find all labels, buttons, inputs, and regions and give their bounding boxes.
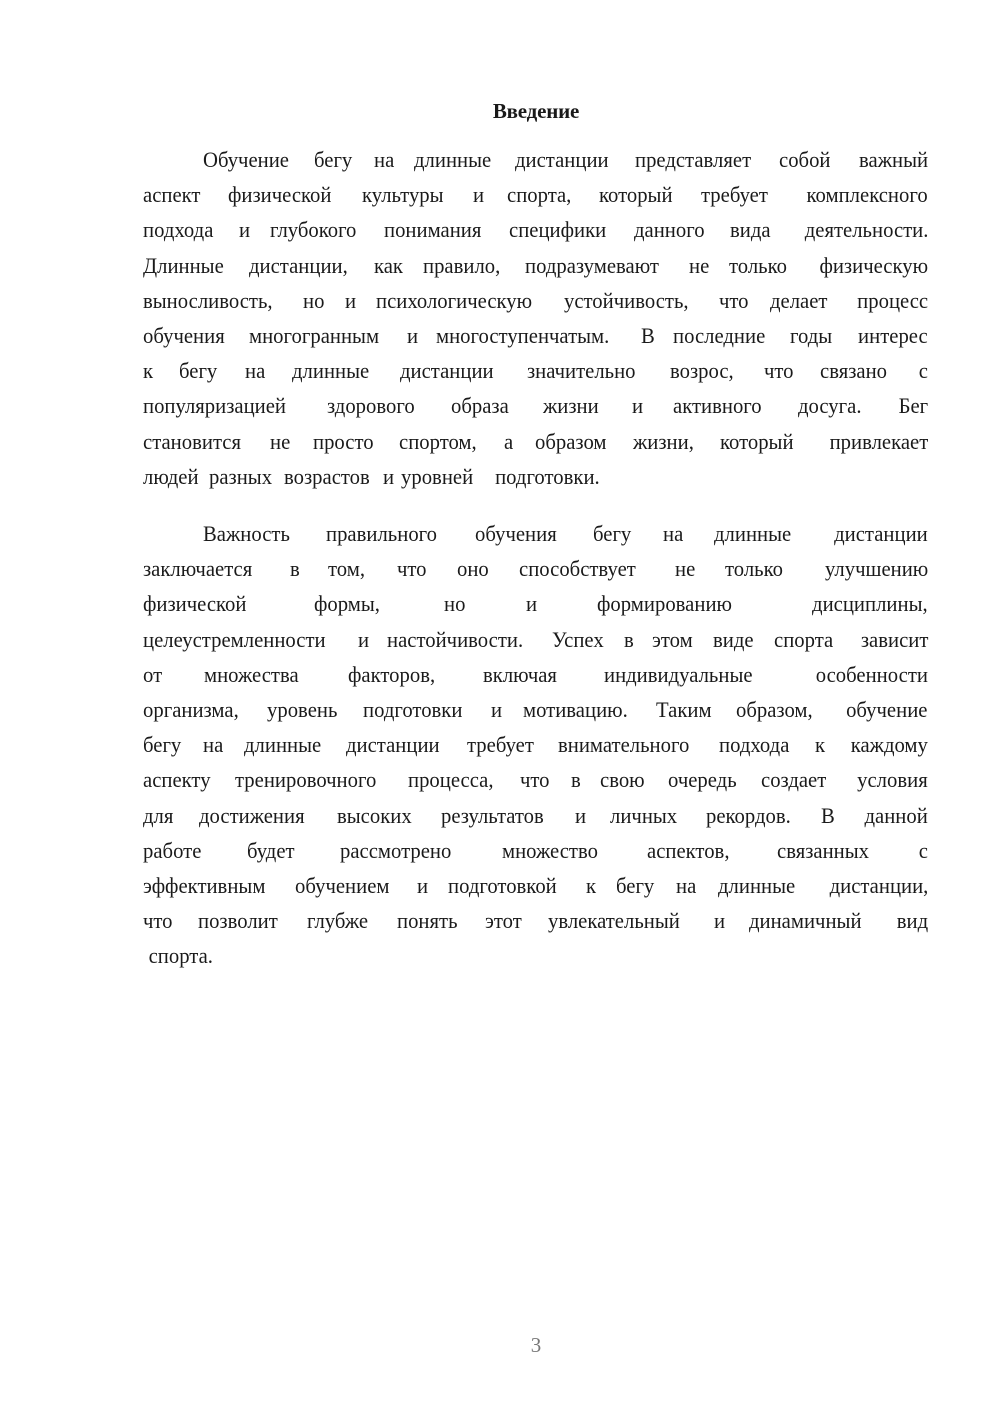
word: Бег — [898, 393, 928, 419]
word: на — [663, 521, 684, 546]
word: привлекает — [829, 428, 928, 454]
word: популяризацией — [143, 393, 287, 419]
page-number: 3 — [530, 1333, 542, 1357]
word: бегу — [314, 147, 353, 172]
word: бегу — [615, 872, 654, 898]
word: к — [585, 872, 596, 898]
word: множество — [501, 837, 598, 863]
word: комплексного — [806, 182, 928, 208]
word: данного — [633, 217, 705, 243]
word: формированию — [596, 591, 732, 617]
word: личных — [610, 802, 678, 828]
word: в — [289, 556, 300, 582]
word: что — [519, 767, 550, 793]
word: В — [821, 802, 836, 828]
word: обучения — [143, 322, 225, 348]
word: факторов, — [347, 661, 435, 687]
word: включая — [483, 661, 558, 687]
word: настойчивости. — [386, 626, 524, 652]
word: длинные — [413, 147, 491, 172]
word: требует — [701, 182, 769, 208]
word: что — [763, 358, 794, 384]
word: активного — [672, 393, 762, 419]
word: жизни — [542, 393, 599, 419]
word: понять — [396, 908, 458, 934]
word: многогранным — [248, 322, 379, 348]
word: и — [358, 626, 370, 652]
word: формы, — [314, 591, 381, 617]
word: бегу — [592, 521, 632, 546]
word: организма, — [143, 696, 239, 722]
word: от — [143, 661, 163, 687]
word: внимательного — [558, 732, 690, 758]
text-line — [143, 833, 928, 868]
word: к — [143, 358, 154, 384]
word: становится — [143, 428, 241, 454]
word: связано — [820, 358, 888, 384]
word: длинные — [713, 521, 791, 546]
word: будет — [247, 837, 295, 863]
word: и — [238, 217, 250, 243]
word: глубже — [307, 908, 369, 934]
word: спорта — [773, 626, 833, 652]
word: не — [674, 556, 695, 582]
word: важный — [858, 147, 928, 172]
word: образом, — [736, 696, 814, 722]
word: к — [814, 732, 825, 758]
word: просто — [312, 428, 374, 454]
word: данной — [864, 802, 928, 828]
word: деятельности. — [804, 217, 928, 243]
word: возрос, — [669, 358, 734, 384]
word: для — [143, 802, 174, 828]
word: но — [302, 287, 325, 313]
word: образа — [451, 393, 510, 419]
word: работе — [143, 837, 202, 863]
word: что — [143, 908, 173, 934]
word: Успех — [551, 626, 604, 652]
word: но — [444, 591, 466, 617]
text-line — [143, 459, 928, 494]
word: подхода — [719, 732, 790, 758]
word: спорта, — [507, 182, 572, 208]
word: и — [406, 322, 418, 348]
word: процесса, — [407, 767, 494, 793]
word: специфики — [508, 217, 607, 243]
word: и — [713, 908, 725, 934]
word: спорта. — [148, 943, 213, 969]
word: разных — [209, 463, 273, 489]
word: и — [575, 802, 587, 828]
word: дистанции — [515, 147, 610, 172]
word: вид — [896, 908, 928, 934]
word: дисциплины, — [812, 591, 928, 617]
word: связанных — [777, 837, 870, 863]
word: правило, — [423, 252, 501, 278]
word: увлекательный — [547, 908, 680, 934]
word: не — [270, 428, 291, 454]
word: уровней — [401, 463, 474, 489]
word: жизни, — [633, 428, 695, 454]
text-line — [143, 903, 928, 938]
word: Важность — [203, 521, 290, 546]
word: подготовки. — [494, 463, 600, 489]
word: тренировочного — [235, 767, 377, 793]
word: людей — [143, 463, 199, 489]
word: бегу — [143, 732, 182, 758]
word: и — [632, 393, 644, 419]
word: целеустремленности — [143, 626, 326, 652]
word: выносливость, — [143, 287, 273, 313]
text-line — [143, 142, 928, 177]
word: этом — [651, 626, 693, 652]
word: возрастов — [283, 463, 370, 489]
word: зависит — [860, 626, 928, 652]
word: Таким — [656, 696, 712, 722]
text-line — [143, 622, 928, 657]
word: дистанции, — [248, 252, 348, 278]
text-line — [143, 551, 928, 586]
word: правильного — [326, 521, 438, 546]
text-line — [143, 586, 928, 621]
word: спортом, — [399, 428, 477, 454]
text-line — [143, 657, 928, 692]
word: рекордов. — [706, 802, 791, 828]
word: не — [688, 252, 710, 278]
word: культуры — [362, 182, 444, 208]
word: аспект — [143, 182, 201, 208]
word: на — [203, 732, 224, 758]
text-line — [143, 516, 928, 551]
word: эффективным — [143, 872, 266, 898]
word: который — [599, 182, 673, 208]
word: условия — [857, 767, 928, 793]
text-line — [143, 424, 928, 459]
word: длинные — [291, 358, 369, 384]
word: психологическую — [375, 287, 532, 313]
word: дистанции — [346, 732, 440, 758]
text-line — [143, 692, 928, 727]
word: вида — [730, 217, 771, 243]
word: подхода — [143, 217, 214, 243]
word: на — [245, 358, 266, 384]
word: Длинные — [143, 252, 224, 278]
word: аспекту — [143, 767, 211, 793]
word: мотивацию. — [522, 696, 628, 722]
word: результатов — [440, 802, 544, 828]
word: требует — [466, 732, 534, 758]
word: рассмотрено — [339, 837, 452, 863]
text-line — [143, 762, 928, 797]
word: здорового — [327, 393, 415, 419]
word: что — [718, 287, 749, 313]
word: и — [344, 287, 356, 313]
word: длинные — [717, 872, 795, 898]
text-line — [143, 318, 928, 353]
word: образом — [534, 428, 607, 454]
word: высоких — [336, 802, 412, 828]
text-line — [143, 388, 928, 423]
word: длинные — [243, 732, 322, 758]
word: представляет — [634, 147, 752, 172]
text-line — [143, 938, 928, 973]
word: понимания — [383, 217, 482, 243]
word: способствует — [519, 556, 637, 582]
word: глубокого — [270, 217, 357, 243]
word: досуга. — [798, 393, 862, 419]
word: В — [640, 322, 655, 348]
word: и — [473, 182, 485, 208]
word: аспектов, — [646, 837, 730, 863]
word: и — [490, 696, 502, 722]
word: Обучение — [203, 147, 289, 172]
text-line — [143, 177, 928, 212]
word: этот — [485, 908, 522, 934]
word: уровень — [266, 696, 338, 722]
word: интерес — [858, 322, 928, 348]
word: годы — [789, 322, 832, 348]
word: собой — [779, 147, 831, 172]
word: дистанции — [400, 358, 494, 384]
word: улучшению — [824, 556, 928, 582]
word: каждому — [850, 732, 928, 758]
word: на — [676, 872, 697, 898]
word: обучения — [475, 521, 558, 546]
word: подготовки — [363, 696, 463, 722]
word: бегу — [178, 358, 217, 384]
word: физическую — [819, 252, 928, 278]
text-line — [143, 353, 928, 388]
word: дистанции, — [829, 872, 928, 898]
word: особенности — [815, 661, 928, 687]
word: и — [526, 591, 538, 617]
word: в — [570, 767, 581, 793]
word: обучение — [846, 696, 928, 722]
word: подготовкой — [448, 872, 557, 898]
word: а — [504, 428, 514, 454]
word: физической — [143, 591, 247, 617]
word: том, — [328, 556, 366, 582]
word: многоступенчатым. — [435, 322, 609, 348]
word: последние — [672, 322, 765, 348]
word: индивидуальные — [604, 661, 753, 687]
word: только — [724, 556, 783, 582]
word: заключается — [143, 556, 253, 582]
word: позволит — [197, 908, 278, 934]
word: дистанции — [834, 521, 928, 546]
text-line — [143, 727, 928, 762]
word: обучением — [295, 872, 390, 898]
paragraph-1 — [143, 142, 928, 494]
text-line — [143, 248, 928, 283]
word: с — [918, 837, 928, 863]
text-line — [143, 283, 928, 318]
word: динамичный — [748, 908, 862, 934]
word: делает — [769, 287, 828, 313]
word: множества — [204, 661, 300, 687]
word: оно — [456, 556, 489, 582]
word: как — [374, 252, 404, 278]
text-line — [143, 212, 928, 247]
word: на — [373, 147, 395, 172]
paragraph-2 — [143, 516, 928, 973]
word: с — [918, 358, 928, 384]
word: и — [383, 463, 395, 489]
word: только — [728, 252, 787, 278]
word: значительно — [526, 358, 636, 384]
word: процесс — [857, 287, 928, 313]
word: в — [624, 626, 635, 652]
word: подразумевают — [525, 252, 660, 278]
word: виде — [712, 626, 754, 652]
word: достижения — [198, 802, 305, 828]
word: создает — [761, 767, 827, 793]
word: и — [417, 872, 429, 898]
word: который — [720, 428, 794, 454]
word: свою — [600, 767, 645, 793]
word: очередь — [667, 767, 737, 793]
word: что — [396, 556, 427, 582]
word: устойчивость, — [564, 287, 689, 313]
word: физической — [227, 182, 332, 208]
section-title: Введение — [492, 99, 580, 123]
text-line — [143, 798, 928, 833]
text-line — [143, 868, 928, 903]
